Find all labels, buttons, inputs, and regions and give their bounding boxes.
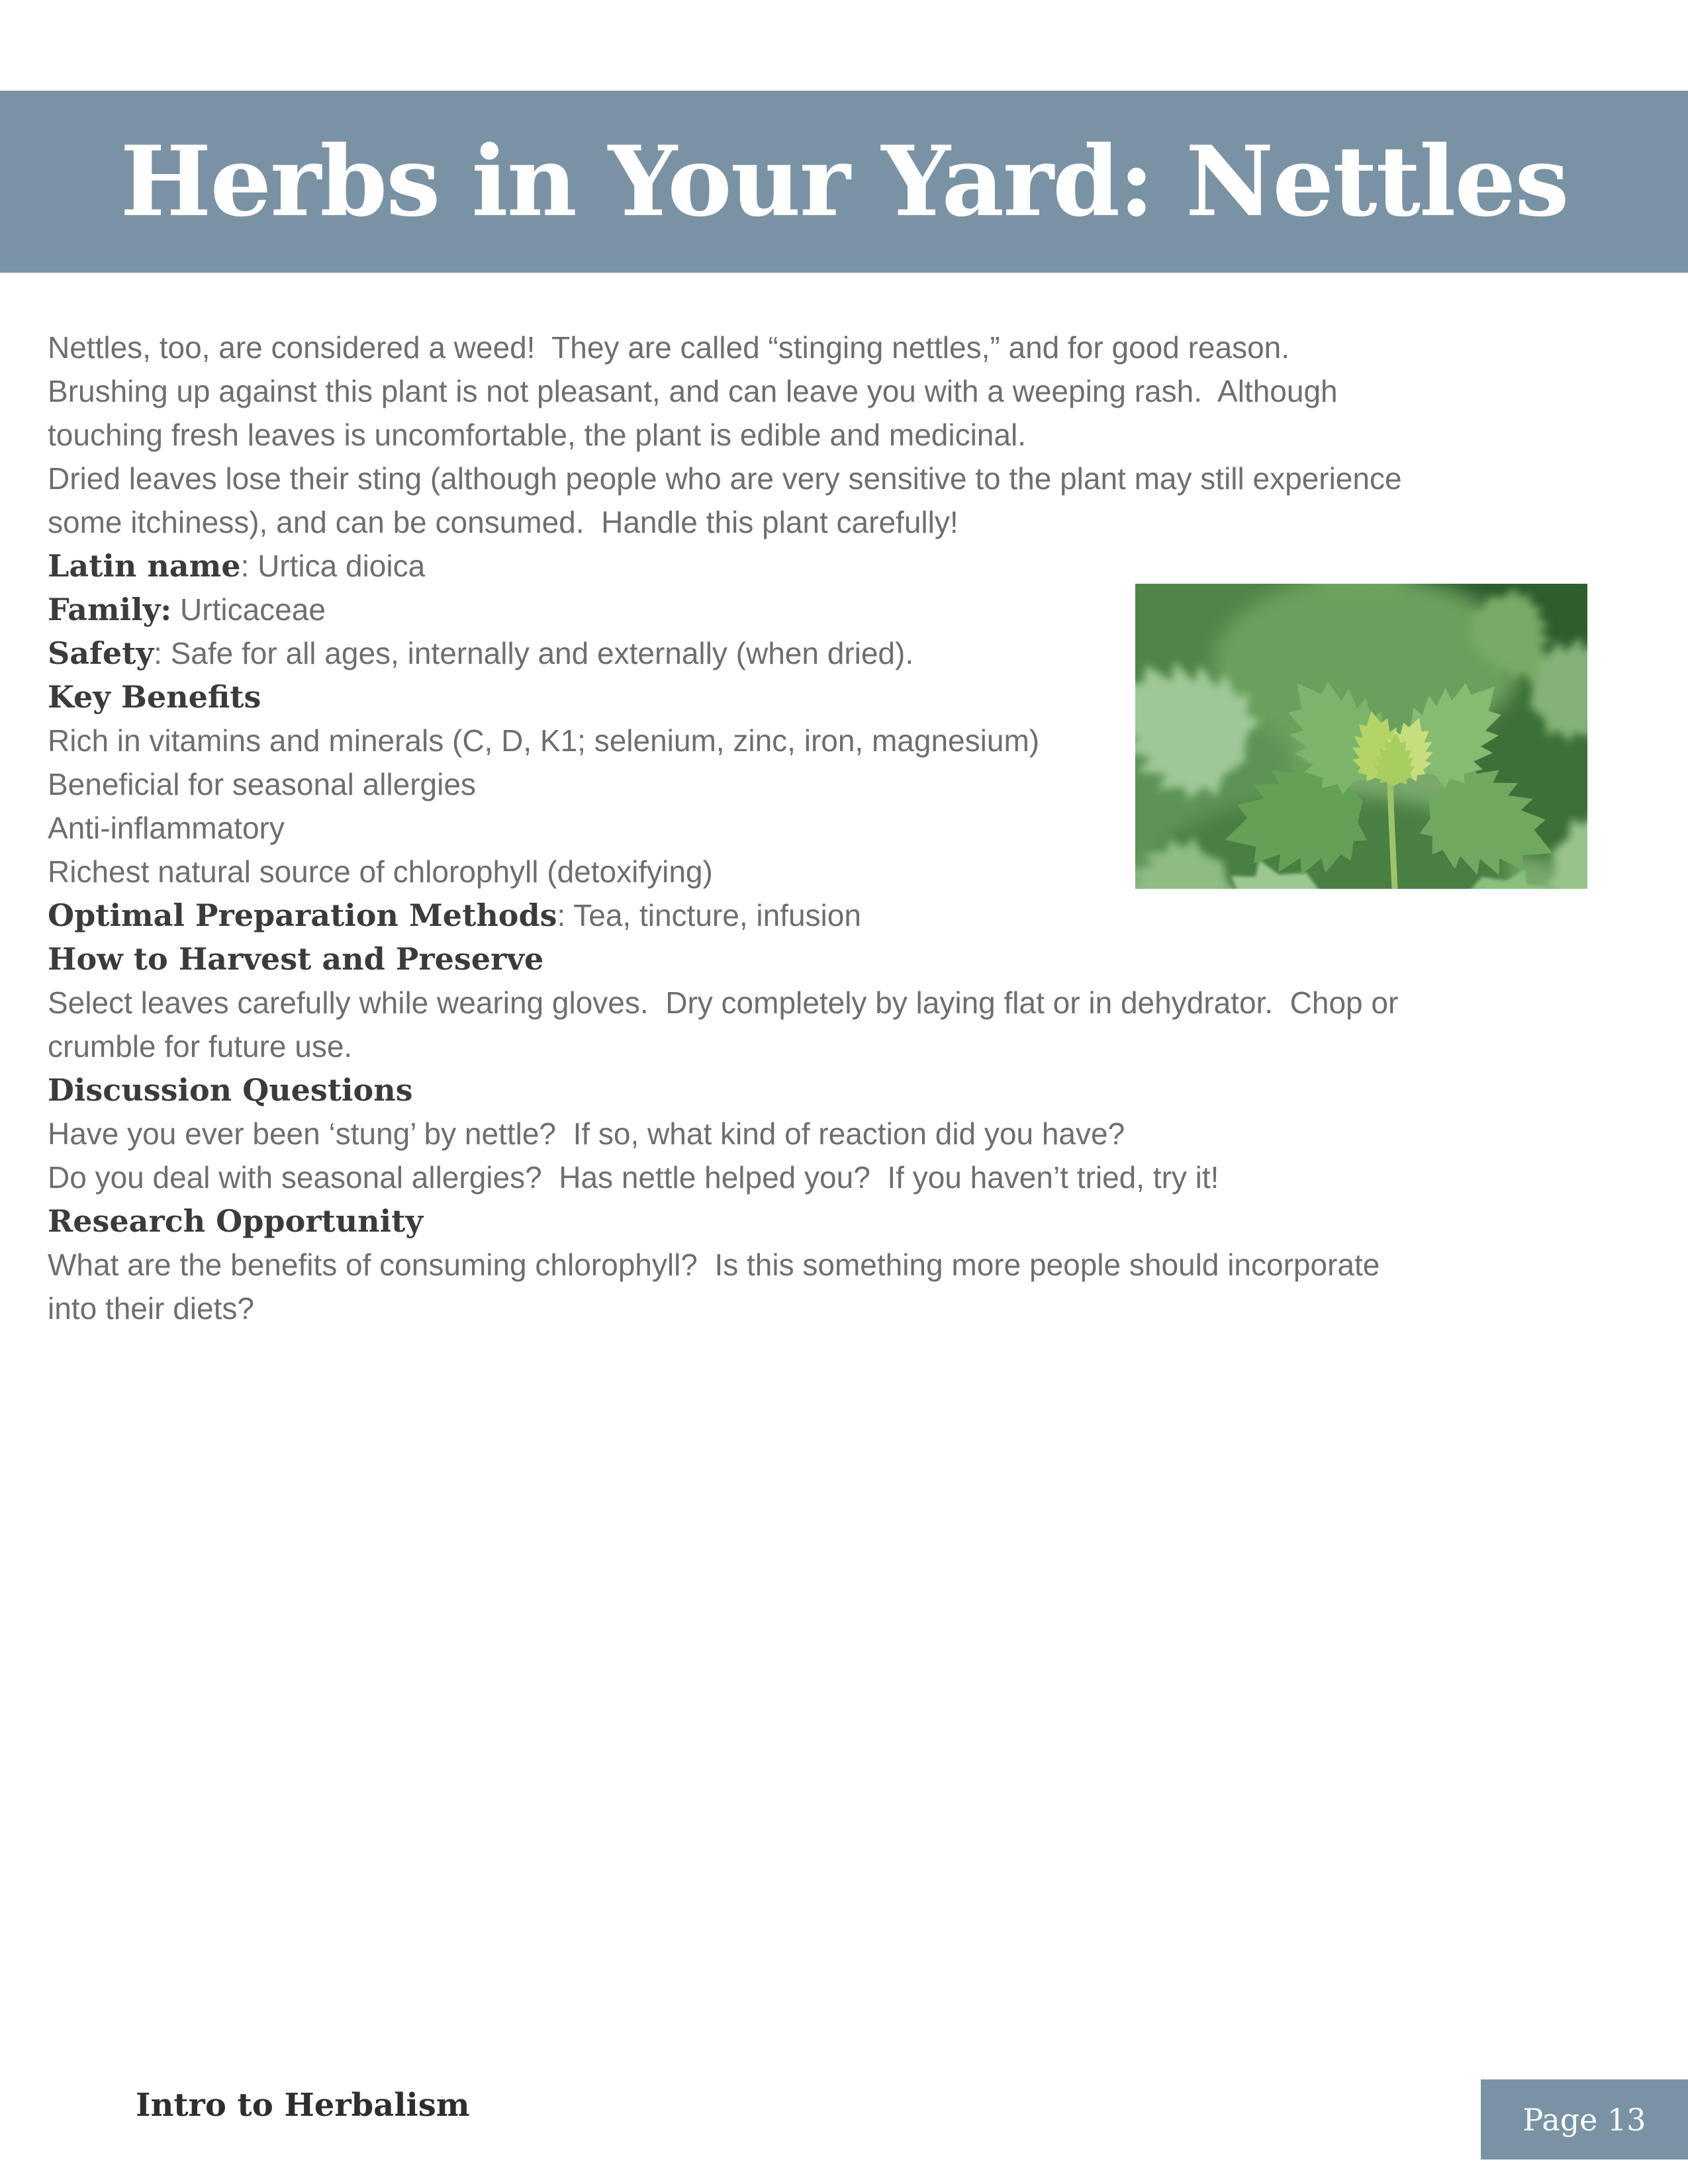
intro-paragraph-line: touching fresh leaves is uncomfortable, the plant is edible and medicinal.: [48, 418, 1026, 452]
research-text-line: into their diets?: [48, 1291, 254, 1326]
nettle-plant-photo: [1135, 584, 1587, 889]
key-benefit-item: Beneficial for seasonal allergies: [48, 767, 476, 801]
preparation-row: [48, 893, 1643, 937]
discussion-question: Do you deal with seasonal allergies? Has nettle helped you? If you haven’t tried, try it!: [48, 1160, 1219, 1195]
safety-value: : Safe for all ages, internally and externally (when dried).: [154, 636, 914, 670]
footer-course-title: Intro to Herbalism: [136, 2087, 470, 2124]
harvest-text-line: Select leaves carefully while wearing gloves. Dry completely by laying flat or in dehydrator. Chop or: [48, 985, 1399, 1020]
research-text-line: What are the benefits of consuming chlorophyll? Is this something more people should incorporate: [48, 1248, 1380, 1282]
intro-paragraph-line: Nettles, too, are considered a weed! They are called “stinging nettles,” and for good reason.: [48, 330, 1290, 365]
harvest-text-line: crumble for future use.: [48, 1029, 353, 1064]
latin-name-value: : Urtica dioica: [240, 549, 426, 583]
handling-paragraph-line: Dried leaves lose their sting (although people who are very sensitive to the plant may still experience: [48, 461, 1402, 496]
preparation-value: : Tea, tincture, infusion: [557, 898, 861, 933]
discussion-question: Have you ever been ‘stung’ by nettle? If so, what kind of reaction did you have?: [48, 1116, 1125, 1151]
family-value: Urticaceae: [171, 592, 326, 627]
key-benefits-heading: Key Benefits: [48, 679, 261, 715]
research-heading: Research Opportunity: [48, 1203, 424, 1239]
preparation-label: Optimal Preparation Methods: [48, 897, 557, 933]
family-label: Family:: [48, 592, 172, 627]
page-title: Herbs in Your Yard: Nettles: [120, 125, 1568, 238]
latin-name-row: [48, 544, 1643, 588]
key-benefit-item: Richest natural source of chlorophyll (detoxifying): [48, 854, 713, 889]
page-number-box: [1481, 2079, 1688, 2160]
key-benefit-item: Rich in vitamins and minerals (C, D, K1; selenium, zinc, iron, magnesium): [48, 723, 1040, 758]
header-band: [0, 91, 1688, 273]
harvest-heading: How to Harvest and Preserve: [48, 941, 544, 977]
latin-name-label: Latin name: [48, 548, 241, 584]
page-number-label: Page 13: [1523, 2101, 1646, 2138]
handling-paragraph-line: some itchiness), and can be consumed. Handle this plant carefully!: [48, 505, 959, 539]
discussion-heading: Discussion Questions: [48, 1072, 413, 1108]
intro-paragraph-line: Brushing up against this plant is not pleasant, and can leave you with a weeping rash. Although: [48, 374, 1338, 408]
safety-label: Safety: [48, 635, 154, 671]
key-benefit-item: Anti-inflammatory: [48, 811, 285, 845]
